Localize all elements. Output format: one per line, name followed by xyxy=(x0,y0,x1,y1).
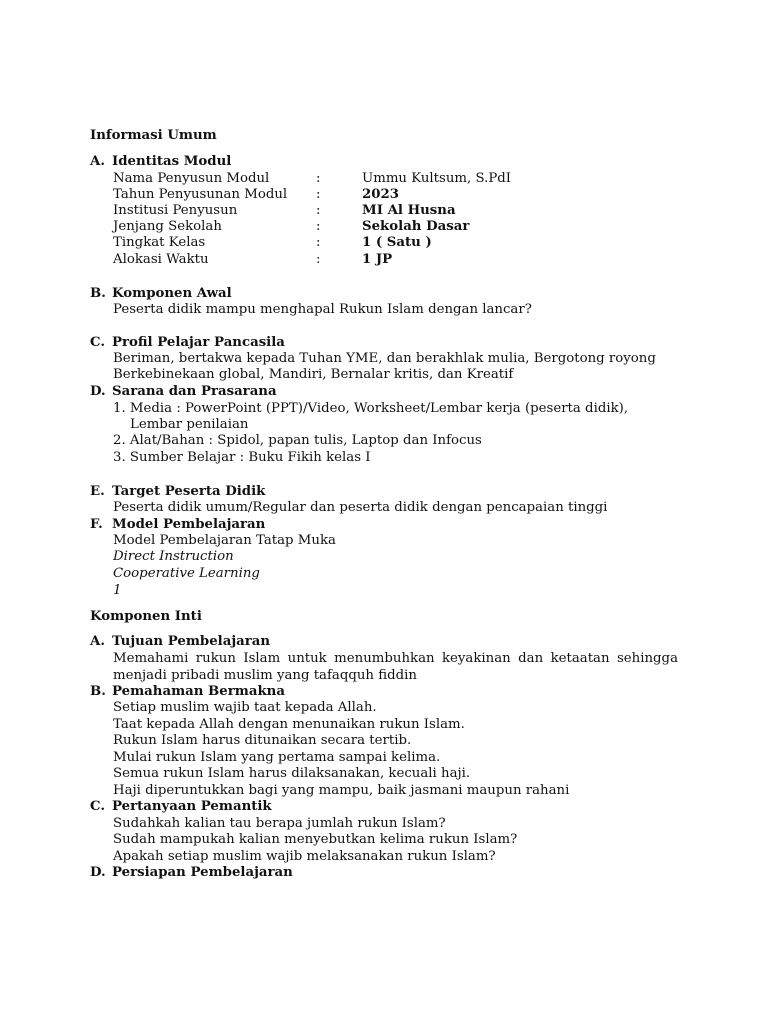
identity-label: Tahun Penyusunan Modul xyxy=(113,187,288,202)
paragraph-line: Sudahkah kalian tau berapa jumlah rukun Islam? xyxy=(113,816,446,831)
paragraph-line: Peserta didik umum/Regular dan peserta didik dengan pencapaian tinggi xyxy=(113,500,608,515)
heading-pemahaman-bermakna: Pemahaman Bermakna xyxy=(112,684,285,699)
identity-value: 2023 xyxy=(362,187,400,202)
section-letter-b: B. xyxy=(90,286,106,301)
identity-value: 1 ( Satu ) xyxy=(362,235,432,250)
identity-label: Alokasi Waktu xyxy=(113,252,209,267)
list-item: 1. Media : PowerPoint (PPT)/Video, Worksheet/Lembar kerja (peserta didik), xyxy=(113,401,629,416)
identity-colon: : xyxy=(316,252,321,267)
identity-value: MI Al Husna xyxy=(362,203,456,218)
paragraph-line: Memahami rukun Islam untuk menumbuhkan keyakinan dan ketaatan sehingga xyxy=(113,651,678,666)
list-item-continuation: Lembar penilaian xyxy=(130,417,249,432)
heading-profil-pelajar-pancasila: Profil Pelajar Pancasila xyxy=(112,335,285,350)
paragraph-line: Peserta didik mampu menghapal Rukun Islam dengan lancar? xyxy=(113,302,532,317)
paragraph-line: Berkebinekaan global, Mandiri, Bernalar kritis, dan Kreatif xyxy=(113,367,514,382)
heading-model-pembelajaran: Model Pembelajaran xyxy=(112,517,266,532)
heading-komponen-awal: Komponen Awal xyxy=(112,286,232,301)
section-letter-f: F. xyxy=(90,517,103,532)
identity-label: Jenjang Sekolah xyxy=(113,219,222,234)
section-letter-d: D. xyxy=(90,384,106,399)
paragraph-line: Haji diperuntukkan bagi yang mampu, baik jasmani maupun rahani xyxy=(113,783,570,798)
identity-colon: : xyxy=(316,235,321,250)
section-title-komponen-inti: Komponen Inti xyxy=(90,609,202,624)
paragraph-line: 1 xyxy=(113,583,122,598)
identity-value: Sekolah Dasar xyxy=(362,219,470,234)
identity-label: Tingkat Kelas xyxy=(113,235,206,250)
section-letter-a: A. xyxy=(90,634,105,649)
section-letter-a: A. xyxy=(90,154,105,169)
paragraph-line: Apakah setiap muslim wajib melaksanakan rukun Islam? xyxy=(113,849,496,864)
paragraph-line: Rukun Islam harus ditunaikan secara tertib. xyxy=(113,733,412,748)
section-letter-c: C. xyxy=(90,335,105,350)
heading-target-peserta-didik: Target Peserta Didik xyxy=(112,484,266,499)
identity-label: Institusi Penyusun xyxy=(113,203,238,218)
section-title-informasi-umum: Informasi Umum xyxy=(90,128,217,143)
heading-persiapan-pembelajaran: Persiapan Pembelajaran xyxy=(112,865,293,880)
section-letter-e: E. xyxy=(90,484,105,499)
identity-colon: : xyxy=(316,187,321,202)
identity-value: Ummu Kultsum, S.PdI xyxy=(362,171,512,186)
paragraph-line: Cooperative Learning xyxy=(113,566,260,581)
paragraph-line: Direct Instruction xyxy=(113,549,234,564)
heading-pertanyaan-pemantik: Pertanyaan Pemantik xyxy=(112,799,272,814)
section-letter-b: B. xyxy=(90,684,106,699)
heading-identitas-modul: Identitas Modul xyxy=(112,154,232,169)
heading-sarana-dan-prasarana: Sarana dan Prasarana xyxy=(112,384,277,399)
paragraph-line: Beriman, bertakwa kepada Tuhan YME, dan berakhlak mulia, Bergotong royong xyxy=(113,351,656,366)
identity-label: Nama Penyusun Modul xyxy=(113,171,270,186)
section-letter-c: C. xyxy=(90,799,105,814)
identity-colon: : xyxy=(316,203,321,218)
identity-colon: : xyxy=(316,219,321,234)
paragraph-line: menjadi pribadi muslim yang tafaqquh fiddin xyxy=(113,668,417,683)
paragraph-line: Semua rukun Islam harus dilaksanakan, kecuali haji. xyxy=(113,766,471,781)
paragraph-line: Sudah mampukah kalian menyebutkan kelima rukun Islam? xyxy=(113,832,518,847)
identity-value: 1 JP xyxy=(362,252,393,267)
paragraph-line: Mulai rukun Islam yang pertama sampai kelima. xyxy=(113,750,441,765)
heading-tujuan-pembelajaran: Tujuan Pembelajaran xyxy=(112,634,271,649)
list-item: 3. Sumber Belajar : Buku Fikih kelas I xyxy=(113,450,371,465)
list-item: 2. Alat/Bahan : Spidol, papan tulis, Laptop dan Infocus xyxy=(113,433,482,448)
section-letter-d: D. xyxy=(90,865,106,880)
paragraph-line: Model Pembelajaran Tatap Muka xyxy=(113,533,336,548)
paragraph-line: Taat kepada Allah dengan menunaikan rukun Islam. xyxy=(113,717,465,732)
paragraph-line: Setiap muslim wajib taat kepada Allah. xyxy=(113,700,377,715)
identity-colon: : xyxy=(316,171,321,186)
